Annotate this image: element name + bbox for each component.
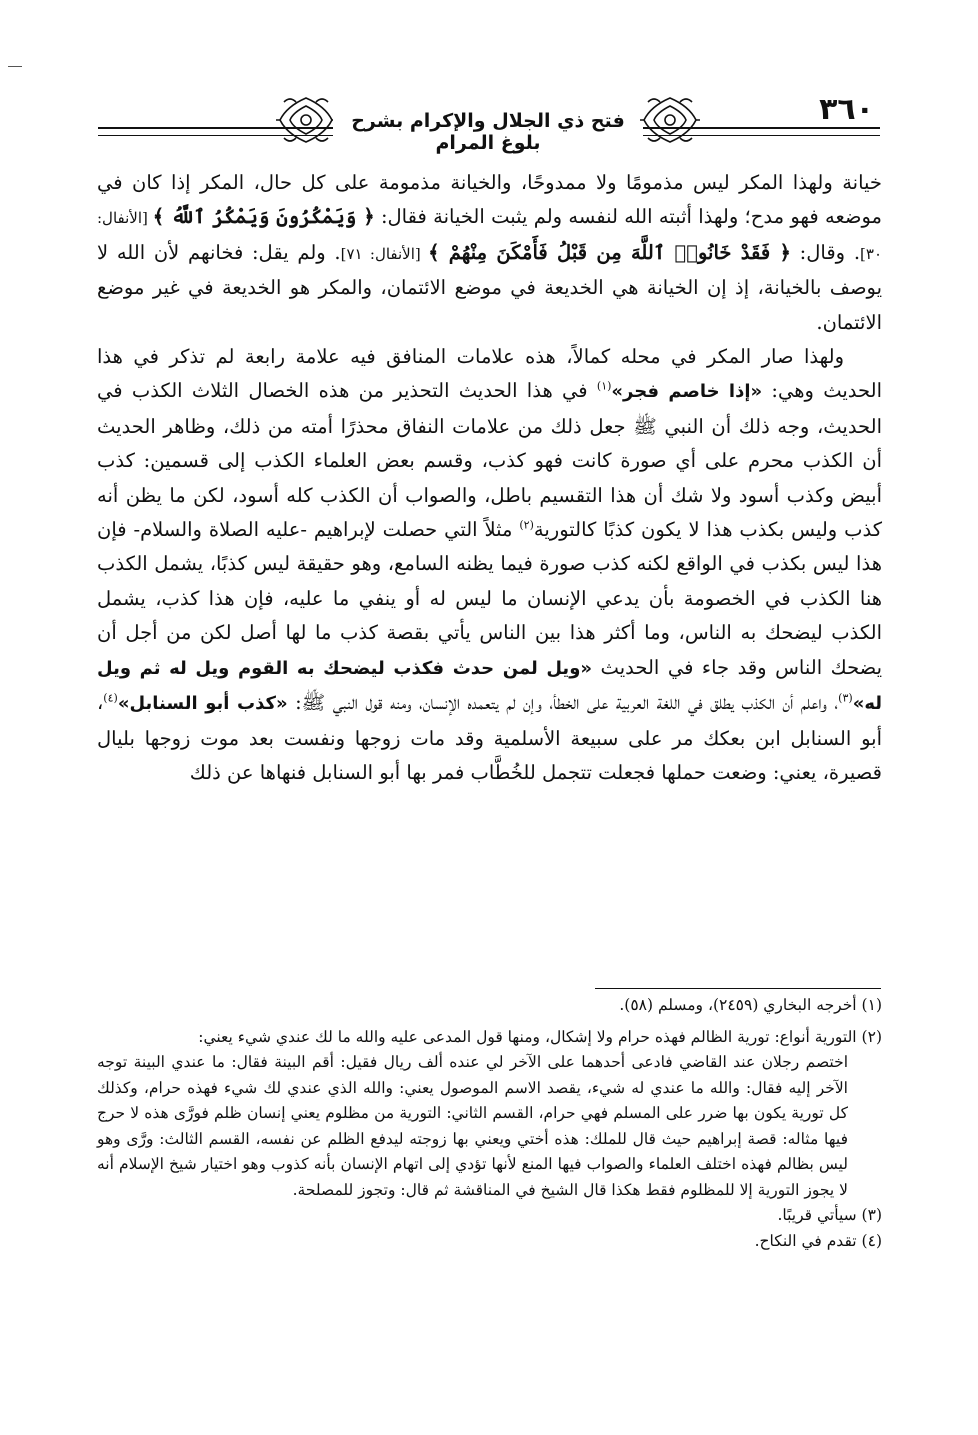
text-run: . ولم يقل: فخانهم لأن الله لا يوصف بالخيانة، إذ إن الخيانة هي الخديعة في موضع الائتمان، والمكر هو الخديعة في غير موضع الائتمان. xyxy=(97,240,882,334)
quran-verse: ﴿ فَقَدْ خَانُوا۟ ٱللَّهَ مِن قَبْلُ فَأَمْكَنَ مِنْهُمْ ﴾ xyxy=(428,240,791,264)
verse-reference: [الأنفال: ٧١] xyxy=(340,244,429,263)
text-run: . وقال: xyxy=(790,240,861,264)
footnote-separator xyxy=(595,988,881,989)
text-run: في هذا الحديث التحذير من هذه الخصال الثلاث الكذب في الحديث، وجه ذلك أن النبي ﷺ جعل ذلك من علامات النفاق محذرًا أمته من ذلك، وظاهر الحديث أن الكذب محرم على أي صورة كانت فهو كذب، وقسم بعض العلماء الكذب إلى قسمين: كذب أبيض وكذب أسود ولا شك أن هذا التقسيم باطل، والصواب أن الكذب كله أسود، لكن ما يظن أنه كذب وليس بكذب هذا لا يكون كذبًا كالتورية xyxy=(97,379,882,542)
footnote-3 xyxy=(97,1203,882,1229)
footnote-4 xyxy=(97,1229,882,1255)
paragraph-1 xyxy=(97,166,882,340)
footnote-marker[interactable]: (٤) xyxy=(103,691,118,705)
paragraph-2 xyxy=(97,340,882,790)
text-run: ، أبو السنابل ابن بعكك مر على سبيعة الأسلمية وقد مات زوجها ونفست بعد موت زوجها بليال قصيرة، يعني: وضعت حملها فجعلت تتجمل للخُطَّاب فمر بها أبو السنابل فنهاها عن ذلك xyxy=(97,691,882,784)
footnote-number: (١) xyxy=(861,996,882,1014)
right-ornament-icon xyxy=(640,94,700,146)
footnote-marker[interactable]: (١) xyxy=(596,379,612,393)
quran-verse: ﴿ وَيَمْكُرُونَ وَيَمْكُرُ ٱللَّهُ ﴾ xyxy=(152,205,375,229)
text-run: مثلاً التي حصلت لإبراهيم -عليه الصلاة والسلام- فإن هذا ليس بكذب في الواقع لكنه كذب صورة فيما يظنه السامع، وهو حقيقة ليس كذبًا، يشمل الكذب هنا الكذب في الخصومة بأن يدعي الإنسان ما ليس له أو ينفي ما عليه، فإن هذا كذب، يشمل الكذب ليضحك به الناس، وما أكثر هذا بين الناس يأتي بقصة كذب ما لها أصل لكن من أجل أن يضحك الناس وقد جاء في الحديث xyxy=(97,518,882,679)
running-header xyxy=(98,88,880,160)
margin-tick xyxy=(8,66,22,67)
book-title: فتح ذي الجلال والإكرام بشرح بلوغ المرام xyxy=(333,110,643,154)
footnote-marker[interactable]: (٢) xyxy=(519,518,534,532)
footnote-2 xyxy=(97,1025,882,1051)
page-number: ٣٦٠ xyxy=(819,92,874,127)
text-run: خيانة ولهذا المكر ليس مذمومًا ولا ممدوحًا، والخيانة مذمومة على كل حال، المكر إذا كان في موضعه فهو مدح؛ ولهذا أثبته الله لنفسه ولم يثبت الخيانة فقال: xyxy=(97,171,882,229)
footnote-2-continuation: اختصم رجلان عند القاضي فادعى أحدهما على الآخر لي عنده ألف ريال فقيل: أقم البينة فقال: ما عندي البينة توجه الآخر إليه فقال: والله ما عندي له شيء، يقصد الاسم الموصول يعني: والله الذي عندي لك شيء فهذه حرام، وكذلك كل تورية يكون بها ضرر على المسلم فهي حرام، القسم الثاني: التورية من مظلوم يعني إنسان ظلم فورَّى هذه لا حرج فيها مثاله: قصة إبراهيم حيث قال للملك: هذه أختي ويعني بها زوجته ليدفع الظلم عن نفسه، القسم الثالث: ورَّى وهو ليس بظالم فهذه اختلف العلماء والصواب فيها المنع لأنها تؤدي إلى اتهام الإنسان بأنه كذوب وهو اختيار شيخ الإسلام أنه لا يجوز التورية إلا للمظلوم فقط هكذا قال الشيخ في المناقشة ثم قال: وتجوز للمصلحة. xyxy=(97,1053,848,1199)
footnote-text: التورية أنواع: تورية الظالم فهذه حرام ولا إشكال، ومنها قول المدعى عليه والله ما لك عندي شيء يعني: xyxy=(198,1027,857,1046)
hadith-quote: «إذا خاصم فجر» xyxy=(611,381,763,403)
main-text xyxy=(97,166,882,790)
left-ornament-icon xyxy=(276,94,336,146)
text-run: ، واعلم أن الكذب يطلق في اللغة العربية على الخطأ، وإن لم يتعمده الإنسان، ومنه قول النبي ﷺ: xyxy=(287,691,839,715)
footnote-marker[interactable]: (٣) xyxy=(838,691,853,705)
footnotes xyxy=(97,993,882,1254)
footnote-text: تقدم في النكاح. xyxy=(754,1231,857,1250)
footnote-1 xyxy=(97,993,882,1019)
footnote-number: (٣) xyxy=(861,1206,882,1224)
hadith-quote: «ويل لمن حدث فكذب ليضحك به القوم ويل له ثم ويل له» xyxy=(97,657,882,715)
footnote-number: (٢) xyxy=(861,1027,882,1046)
text-run: ولهذا صار المكر في محله كمالاً، هذه علامات المنافق فيه علامة رابعة لم تذكر في هذا الحديث وهي: xyxy=(97,345,882,403)
footnote-number: (٤) xyxy=(861,1231,882,1250)
verse-reference: [الأنفال: ٣٠] xyxy=(97,209,883,263)
footnote-text: أخرجه البخاري (٢٤٥٩)، ومسلم (٥٨). xyxy=(619,996,857,1014)
hadith-quote: «كذب أبو السنابل» xyxy=(117,693,288,715)
footnote-text: سيأتي قريبًا. xyxy=(777,1206,857,1224)
